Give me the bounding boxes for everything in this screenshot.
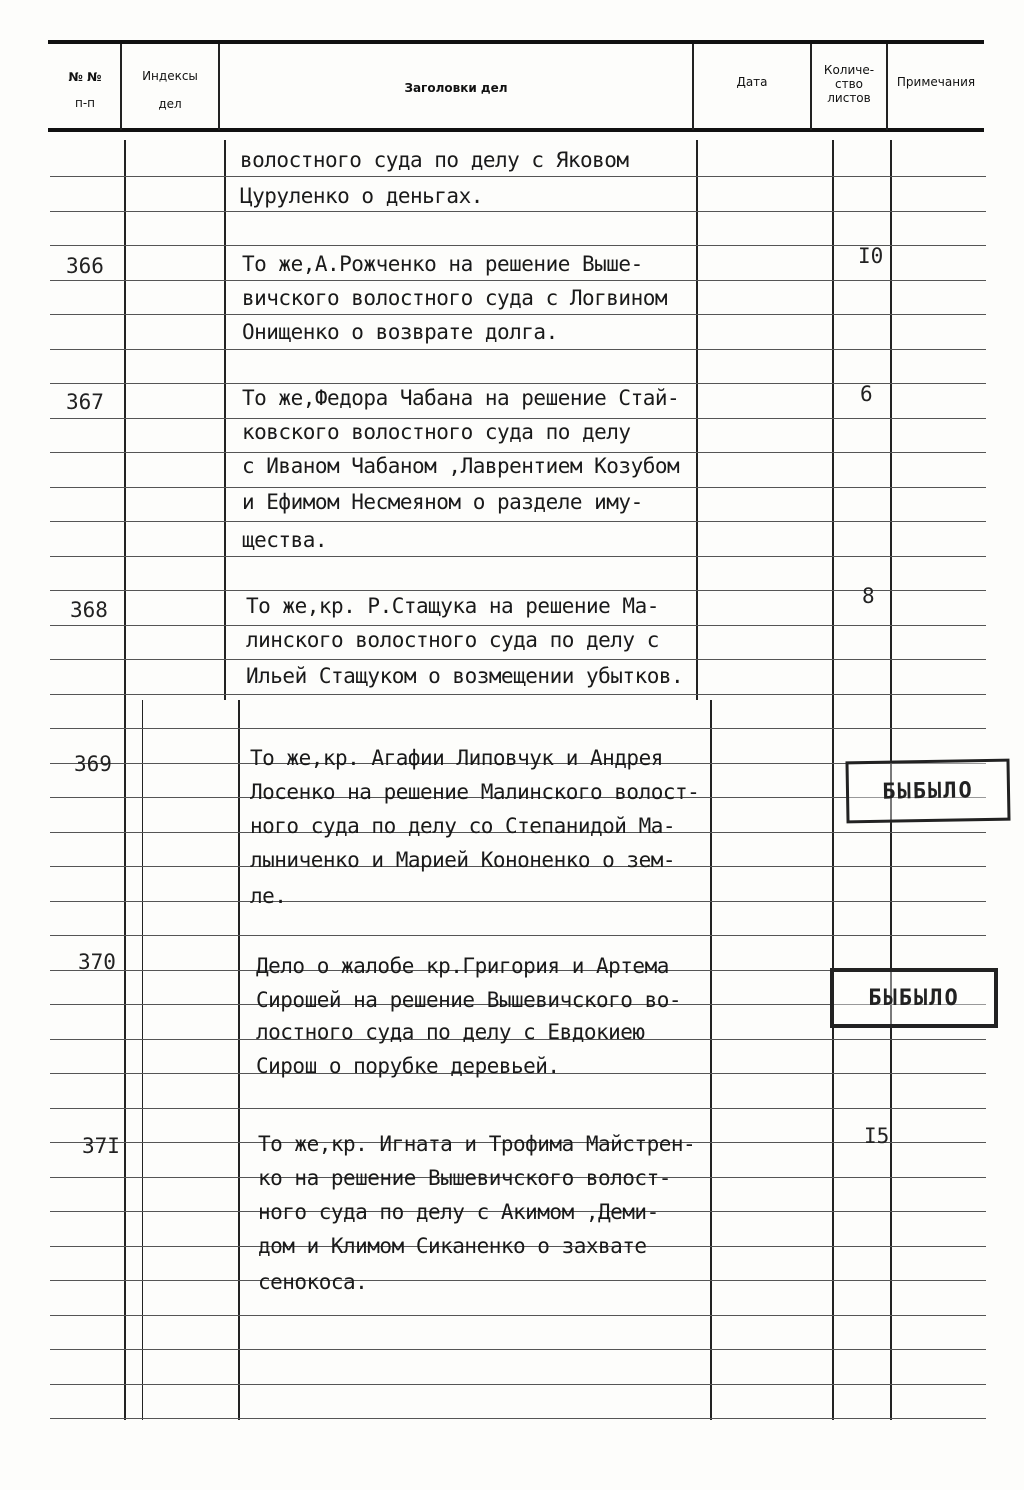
title-line: волостного суда по делу с Яковом	[240, 148, 629, 172]
stamp-370: БЫБЫЛО	[830, 968, 998, 1028]
title-line: Цуруленко о деньгах.	[240, 184, 483, 208]
body-col-line	[710, 700, 712, 1420]
ruling-line	[50, 211, 986, 212]
title-line: Ильей Стащуком о возмещении убытков.	[246, 664, 684, 688]
title-line: ного суда по делу с Акимом ,Деми-	[258, 1200, 659, 1224]
ruling-line	[50, 1315, 986, 1316]
ruling-line	[50, 556, 986, 557]
title-line: дом и Климом Сиканенко о захвате	[258, 1234, 647, 1258]
sheet-count-367: 6	[860, 382, 873, 406]
ruling-line	[50, 176, 986, 177]
ruling-line	[50, 901, 986, 902]
ruling-line	[50, 1384, 986, 1385]
ruling-line	[50, 728, 986, 729]
header-col-sep	[810, 44, 812, 130]
title-line: Сирош о порубке деревьей.	[256, 1054, 560, 1078]
body-col-line	[832, 140, 834, 1420]
header-sheet-count	[812, 56, 886, 112]
ruling-line	[50, 314, 986, 315]
ruling-line	[50, 452, 986, 453]
title-line: ко на решение Вышевичского волост-	[258, 1166, 671, 1190]
header-index	[122, 60, 218, 120]
title-line: вичского волостного суда с Логвином	[242, 286, 668, 310]
ruling-line	[50, 1108, 986, 1109]
ruling-line	[50, 625, 986, 626]
title-line: с Иваном Чабаном ,Лаврентием Козубом	[242, 454, 680, 478]
title-line: лостного суда по делу с Евдокиею	[256, 1020, 645, 1044]
ruling-line	[50, 1349, 986, 1350]
ruling-line	[50, 694, 986, 695]
header-col-sep	[692, 44, 694, 130]
body-col-line	[696, 140, 698, 700]
title-line: Сирошей на решение Вышевичского во-	[256, 988, 682, 1012]
header-count-line2: ство	[834, 77, 863, 91]
title-line: То же,Федора Чабана на решение Стай-	[242, 386, 680, 410]
sheet-count-371: I5	[864, 1124, 890, 1148]
header-number-line1: № №	[68, 70, 102, 84]
header-count-line3: листов	[827, 91, 871, 105]
title-line: сенокоса.	[258, 1270, 368, 1294]
title-line: То же,кр. Игната и Трофима Майстрен-	[258, 1132, 696, 1156]
header-index-line2: дел	[158, 97, 182, 111]
entry-number-370: 370	[78, 950, 116, 974]
header-col-sep	[120, 44, 122, 130]
entry-number-368: 368	[70, 598, 108, 622]
title-line: щества.	[242, 528, 328, 552]
header-title	[220, 60, 692, 116]
title-line: линского волостного суда по делу с	[246, 628, 659, 652]
ruling-line	[50, 349, 986, 350]
title-line: и Ефимом Несмеяном о разделе иму-	[242, 490, 643, 514]
header-col-sep	[886, 44, 888, 130]
entry-number-366: 366	[66, 254, 104, 278]
header-top-rule	[48, 40, 984, 44]
ruling-line	[50, 383, 986, 384]
title-line: То же,кр. Р.Стащука на решение Ма-	[246, 594, 659, 618]
header-notes-text: Примечания	[896, 75, 976, 89]
title-line: Лосенко на решение Малинского волост-	[250, 780, 700, 804]
header-date	[694, 60, 810, 104]
body-col-line	[238, 700, 240, 1420]
header-date-text: Дата	[736, 75, 768, 89]
ruling-line	[50, 1418, 986, 1419]
header-col-sep	[218, 44, 220, 130]
title-line: ного суда по делу со Степанидой Ма-	[250, 814, 676, 838]
ruling-line	[50, 1280, 986, 1281]
entry-number-369: 369	[74, 752, 112, 776]
title-line: Онищенко о возврате долга.	[242, 320, 558, 344]
entry-number-367: 367	[66, 390, 104, 414]
ruling-line	[50, 280, 986, 281]
body-col-line	[124, 140, 126, 1420]
title-line: ковского волостного суда по делу	[242, 420, 631, 444]
ruling-line	[50, 521, 986, 522]
body-col-line	[142, 700, 143, 1420]
title-line: лыниченко и Марией Кононенко о зем-	[250, 848, 676, 872]
title-line: Дело о жалобе кр.Григория и Артема	[256, 954, 669, 978]
title-line: ле.	[250, 884, 287, 908]
sheet-count-368: 8	[862, 584, 875, 608]
ruling-line	[50, 487, 986, 488]
stamp-369: БЫБЫЛО	[845, 759, 1010, 824]
ruling-line	[50, 659, 986, 660]
title-line: То же,А.Рожченко на решение Выше-	[242, 252, 643, 276]
header-index-line1: Индексы	[142, 69, 198, 83]
ruling-line	[50, 590, 986, 591]
header-notes	[888, 60, 984, 104]
header-count-line1: Количе-	[823, 63, 875, 77]
ruling-line	[50, 245, 986, 246]
header-number-line2: п-п	[74, 96, 96, 110]
header-title-text: Заголовки дел	[404, 81, 508, 95]
header-number	[52, 60, 118, 120]
ruling-line	[50, 935, 986, 936]
entry-number-371: 37I	[82, 1134, 120, 1158]
ruling-line	[50, 418, 986, 419]
title-line: То же,кр. Агафии Липовчук и Андрея	[250, 746, 663, 770]
body-col-line	[224, 140, 226, 700]
header-bottom-rule	[48, 128, 984, 132]
sheet-count-366: I0	[858, 244, 884, 268]
